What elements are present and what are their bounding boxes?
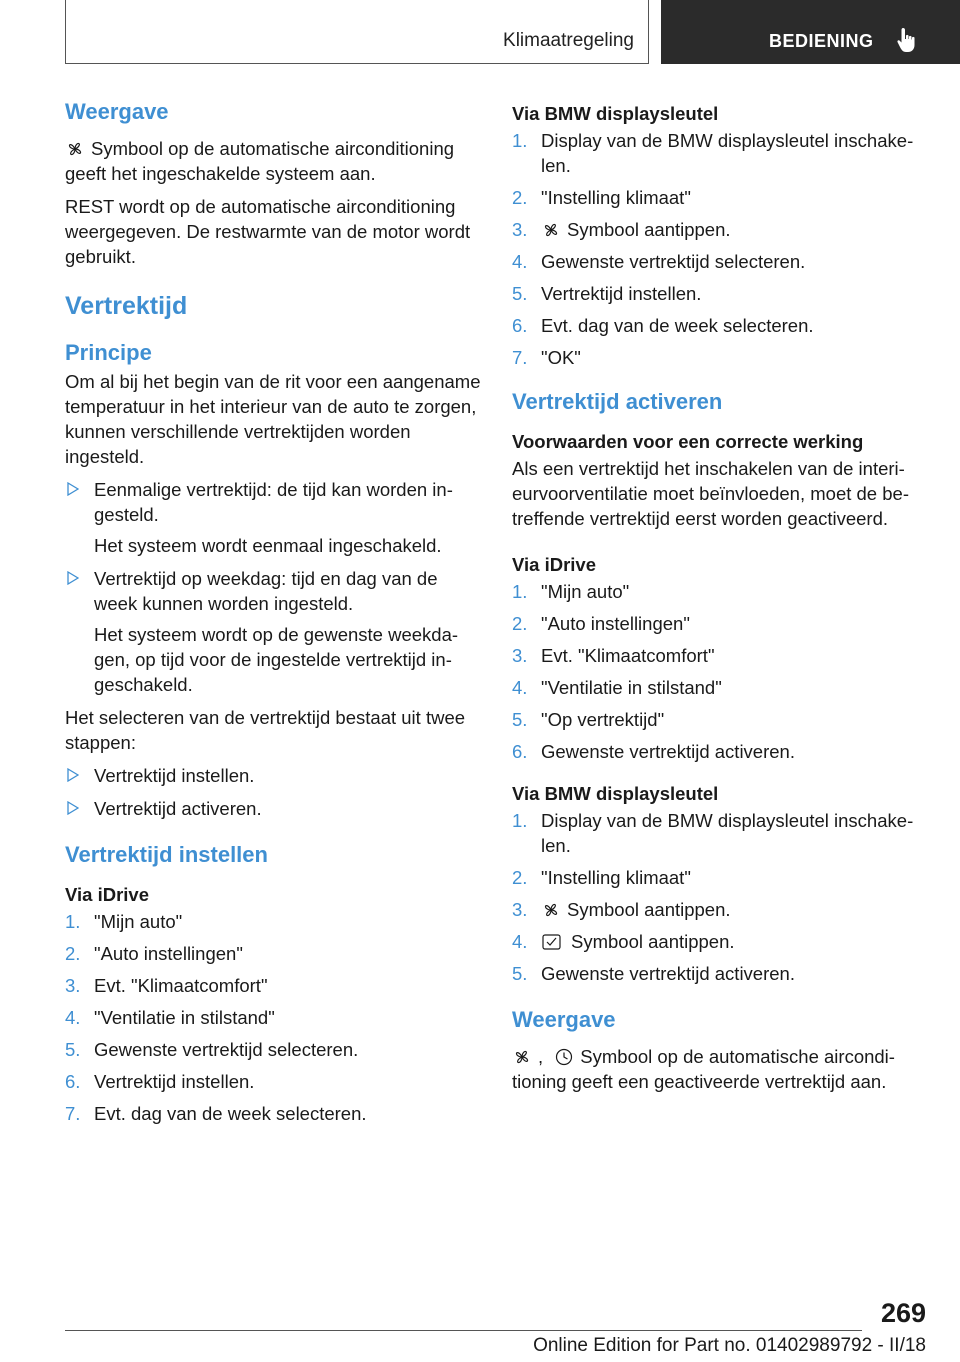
step-number: 6. — [512, 315, 528, 336]
step-text: Gewenste vertrektijd selecteren. — [541, 251, 806, 272]
step-text: Evt. "Klimaatcomfort" — [541, 645, 715, 666]
step-number: 4. — [512, 677, 528, 698]
bullet-text: Vertrektijd instellen. — [94, 765, 255, 786]
left-column — [65, 96, 483, 1133]
timer-checkbox-icon — [541, 933, 565, 951]
step-text: Evt. dag van de week selecteren. — [94, 1103, 367, 1124]
list-item — [512, 217, 932, 242]
bullet-subtext: Het systeem wordt op de gewenste weekdagen, op tijd voor de ingestelde vertrektijd ingeschakeld. — [94, 624, 459, 695]
triangle-bullet-icon — [67, 768, 79, 782]
list-item — [65, 1101, 483, 1126]
step-number: 2. — [512, 867, 528, 888]
step-number: 3. — [512, 645, 528, 666]
list-item — [65, 1069, 483, 1094]
step-number: 6. — [65, 1071, 81, 1092]
step-number: 5. — [512, 963, 528, 984]
list-item — [512, 249, 932, 274]
list-item — [512, 185, 932, 210]
step-text: Evt. "Klimaatcomfort" — [94, 975, 268, 996]
fan-icon — [65, 140, 85, 158]
hand-pointer-icon — [895, 26, 921, 54]
step-text: "Mijn auto" — [541, 581, 630, 602]
list-item — [512, 643, 932, 668]
list-item — [65, 909, 483, 934]
step-number: 3. — [65, 975, 81, 996]
step-text: Symbool aantippen. — [571, 931, 735, 952]
list-item — [65, 796, 483, 821]
step-number: 4. — [512, 931, 528, 952]
footer-edition: Online Edition for Part no. 01402989792 - II/18 — [533, 1335, 926, 1356]
list-item — [65, 941, 483, 966]
display-key-steps-list — [512, 128, 932, 370]
steps-overview-list — [65, 763, 483, 821]
departure-types-list — [65, 477, 483, 697]
weergave-heading-right: Weergave — [512, 1007, 616, 1032]
fan-icon — [512, 1048, 532, 1066]
list-item — [512, 865, 932, 890]
step-text: Gewenste vertrektijd selecteren. — [94, 1039, 359, 1060]
step-text: Display van de BMW displaysleutel inschakelen. — [541, 810, 914, 856]
step-text: Vertrektijd instellen. — [541, 283, 702, 304]
list-item — [512, 579, 932, 604]
weergave-heading: Weergave — [65, 99, 169, 124]
weergave-paragraph-right — [512, 1044, 932, 1094]
display-key-activate-steps-list — [512, 808, 932, 986]
step-number: 7. — [65, 1103, 81, 1124]
display-key-heading: Via BMW displaysleutel — [512, 103, 719, 124]
step-number: 1. — [65, 911, 81, 932]
principe-paragraph: Om al bij het begin van de rit voor een aangename temperatuur in het interieur van de auto te zorgen, kunnen verschillende vertrektijden worden ingesteld. — [65, 371, 481, 467]
clock-icon — [554, 1048, 574, 1066]
step-text: Symbool aantippen. — [567, 899, 731, 920]
header-section-title: Klimaatregeling — [503, 30, 634, 51]
step-number: 2. — [65, 943, 81, 964]
bullet-text: Vertrektijd op weekdag: tijd en dag van de week kunnen worden ingesteld. — [94, 568, 438, 614]
list-item — [512, 961, 932, 986]
list-item — [65, 763, 483, 788]
selecteren-paragraph: Het selecteren van de vertrektijd bestaat uit twee stappen: — [65, 707, 466, 753]
step-number: 3. — [512, 899, 528, 920]
bullet-text: Vertrektijd activeren. — [94, 798, 262, 819]
list-item — [512, 739, 932, 764]
idrive-steps-list — [65, 909, 483, 1126]
step-number: 5. — [65, 1039, 81, 1060]
bullet-text: Eenmalige vertrektijd: de tijd kan worden ingesteld. — [94, 479, 453, 525]
vertrektijd-heading: Vertrektijd — [65, 292, 188, 320]
step-text: Symbool aantippen. — [567, 219, 731, 240]
list-item — [512, 675, 932, 700]
right-column — [512, 96, 932, 1094]
weergave-paragraph-2: REST wordt op de automatische airconditioning weergegeven. De restwarmte van de motor wordt gebruikt. — [65, 196, 471, 267]
step-number: 4. — [512, 251, 528, 272]
step-text: "Instelling klimaat" — [541, 187, 691, 208]
step-text: "OK" — [541, 347, 581, 368]
activeren-heading: Vertrektijd activeren — [512, 389, 723, 414]
instellen-heading: Vertrektijd instellen — [65, 842, 268, 867]
list-item — [512, 345, 932, 370]
list-item — [512, 313, 932, 338]
step-text: Vertrektijd instellen. — [94, 1071, 255, 1092]
triangle-bullet-icon — [67, 801, 79, 815]
fan-icon — [541, 221, 561, 239]
step-number: 1. — [512, 130, 528, 151]
step-text: Gewenste vertrektijd activeren. — [541, 963, 795, 984]
principe-heading: Principe — [65, 340, 152, 365]
list-item — [65, 973, 483, 998]
step-number: 2. — [512, 613, 528, 634]
step-number: 7. — [512, 347, 528, 368]
list-item — [65, 1037, 483, 1062]
step-number: 5. — [512, 283, 528, 304]
weergave-text-1: Symbool op de automatische airconditioning geeft het ingeschakelde systeem aan. — [65, 138, 455, 184]
list-item — [512, 929, 932, 954]
voorwaarden-paragraph: Als een vertrektijd het inschakelen van de interieurvoorventilatie moet beïnvloeden, moet de betreffende vertrektijd eerst worden geactiveerd. — [512, 458, 909, 529]
voorwaarden-heading: Voorwaarden voor een correcte werking — [512, 431, 864, 452]
header-chapter-box — [661, 0, 960, 64]
step-number: 1. — [512, 810, 528, 831]
step-number: 5. — [512, 709, 528, 730]
fan-icon — [541, 901, 561, 919]
step-number: 6. — [512, 741, 528, 762]
step-text: "Ventilatie in stilstand" — [94, 1007, 275, 1028]
step-text: "Op vertrektijd" — [541, 709, 665, 730]
list-item — [512, 128, 932, 178]
triangle-bullet-icon — [67, 482, 79, 496]
step-number: 4. — [65, 1007, 81, 1028]
bullet-subtext: Het systeem wordt eenmaal ingeschakeld. — [94, 535, 442, 556]
step-number: 2. — [512, 187, 528, 208]
step-text: "Ventilatie in stilstand" — [541, 677, 722, 698]
weergave-paragraph-1 — [65, 136, 483, 186]
list-item — [512, 808, 932, 858]
list-item — [65, 1005, 483, 1030]
list-item — [512, 281, 932, 306]
step-text: Evt. dag van de week selecteren. — [541, 315, 814, 336]
display-key-heading-2: Via BMW displaysleutel — [512, 783, 719, 804]
step-text: "Instelling klimaat" — [541, 867, 691, 888]
step-number: 1. — [512, 581, 528, 602]
step-text: "Auto instellingen" — [94, 943, 243, 964]
triangle-bullet-icon — [67, 571, 79, 585]
weergave-text-right: Symbool op de automatische airconditioning geeft een geactiveerde vertrektijd aan. — [512, 1046, 895, 1092]
header-chapter-title: BEDIENING — [769, 31, 874, 51]
step-text: "Mijn auto" — [94, 911, 183, 932]
list-item — [65, 477, 483, 558]
step-text: Display van de BMW displaysleutel inschakelen. — [541, 130, 914, 176]
step-text: "Auto instellingen" — [541, 613, 690, 634]
step-number: 3. — [512, 219, 528, 240]
idrive-heading: Via iDrive — [65, 884, 149, 905]
idrive-activate-steps-list — [512, 579, 932, 764]
weergave-separator: , — [538, 1046, 544, 1067]
header-section-box — [65, 0, 649, 64]
list-item — [65, 566, 483, 697]
list-item — [512, 897, 932, 922]
list-item — [512, 611, 932, 636]
footer-divider — [65, 1330, 862, 1331]
list-item — [512, 707, 932, 732]
step-text: Gewenste vertrektijd activeren. — [541, 741, 795, 762]
page-number: 269 — [880, 1298, 926, 1328]
idrive-heading-right: Via iDrive — [512, 554, 596, 575]
